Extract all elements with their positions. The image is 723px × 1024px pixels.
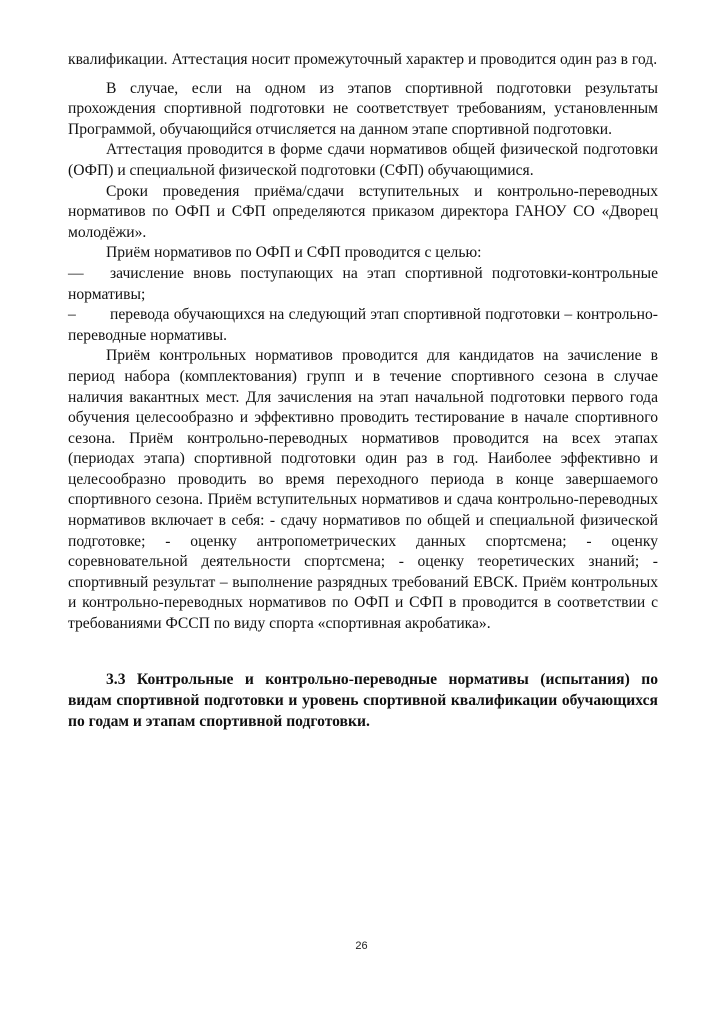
document-page xyxy=(68,50,658,732)
list-item-text: зачисление вновь поступающих на этап спортивной подготовки-контрольные нормативы; xyxy=(68,264,658,303)
section-heading: 3.3 Контрольные и контрольно-переводные нормативы (испытания) по видам спортивной подготовки и уровень спортивной квалификации обучающихся по годам и этапам спортивной подготовки. xyxy=(68,670,658,730)
list-item-text: перевода обучающихся на следующий этап спортивной подготовки – контрольно-переводные нормативы. xyxy=(68,306,658,344)
paragraph-standards-procedure: Приём контрольных нормативов проводится для кандидатов на зачисление в период набора (комплектования) групп и в течение спортивного сезона в случае наличия вакантных мест. Для зачисления на этап начальной подготовки первого года обучения целесообразно и эффективно проводить тестирование в начале спортивного сезона. Приём контрольно-переводных нормативов проводится на всех этапах (периодах этапа) спортивной подготовки один раз в год. Наиболее эффективно и целесообразно проводить во время переходного периода в конце завершаемого спортивного сезона. Приём вступительных нормативов и сдача контрольно-переводных нормативов включает в себя: - сдачу нормативов по общей и специальной физической подготовке; - оценку антропометрических данных спортсмена; - оценку соревновательной деятельности спортсмена; - оценку теоретических знаний; - спортивный результат – выполнение разрядных требований ЕВСК. Приём контрольных и контрольно-переводных нормативов по ОФП и СФП в проводится в соответствии с требованиями ФССП по виду спорта «спортивная акробатика». xyxy=(68,347,658,633)
list-marker: — xyxy=(68,264,84,282)
paragraph-exclusion-rule: В случае, если на одном из этапов спортивной подготовки результаты прохождения спортивной подготовки не соответствует требованиям, установленным Программой, обучающийся отчисляется на данном этапе спортивной подготовки. xyxy=(68,79,658,138)
list-item-transfer xyxy=(68,305,658,346)
list-marker: – xyxy=(68,306,76,324)
paragraph-deadlines: Сроки проведения приёма/сдачи вступительных и контрольно-переводных нормативов по ОФП и СФП определяются приказом директора ГАНОУ СО «Дворец молодёжи». xyxy=(68,182,658,241)
paragraph-continuation: квалификации. Аттестация носит промежуточный характер и проводится один раз в год. xyxy=(68,51,658,68)
page-number: 26 xyxy=(355,940,368,952)
list-item-enrollment xyxy=(68,264,658,305)
paragraph-purpose-intro: Приём нормативов по ОФП и СФП проводится с целью: xyxy=(106,244,482,262)
paragraph-attestation-form: Аттестация проводится в форме сдачи нормативов общей физической подготовки (ОФП) и специальной физической подготовки (СФП) обучающимися. xyxy=(68,141,658,179)
